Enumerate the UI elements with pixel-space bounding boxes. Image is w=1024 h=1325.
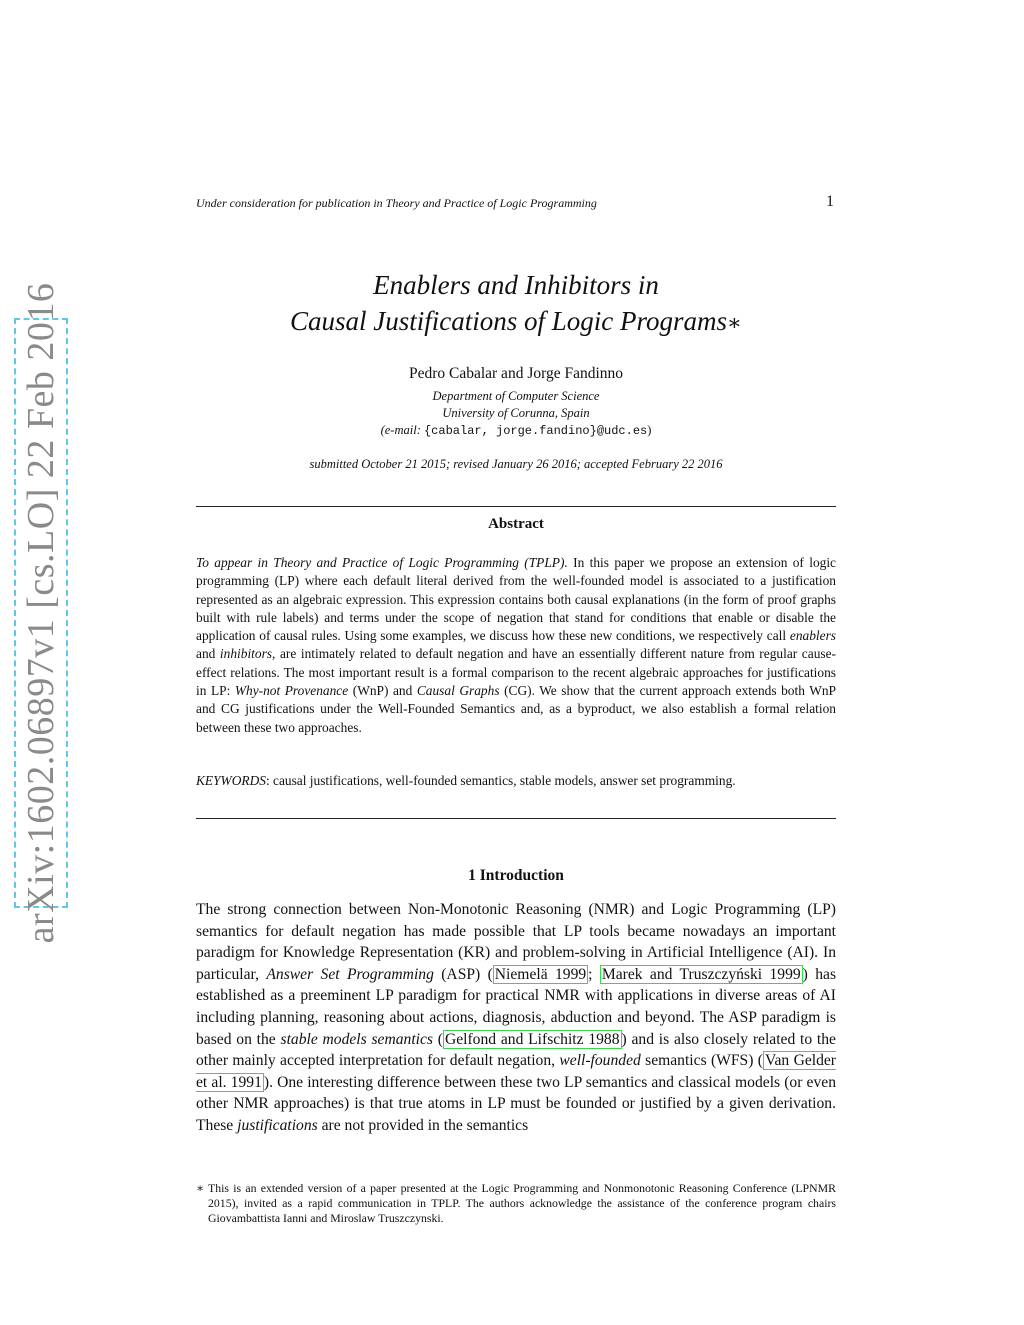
abstract-body	[196, 554, 836, 737]
term-wnp: Why-not Provenance	[234, 683, 349, 699]
abstract-bottom-rule	[196, 818, 836, 819]
footnote-mark: ∗	[196, 1181, 205, 1195]
abstract-text: In this paper we propose an extension of logic programming (LP) where each default literal derived from the well-founded model is associated to a justification represented as an algebraic expression. This expression contains both causal explanations (in the form of proof graphs built with rule labels) and terms under the scope of negation that stand for conditions that enable or disable the application of causal rules. Using some examples, we discuss how these new conditions, we respectively call	[196, 555, 836, 644]
intro-text: are not provided in the semantics	[317, 1116, 529, 1134]
intro-text: (ASP) (	[433, 965, 493, 983]
submission-dates: submitted October 21 2015; revised January 26 2016; accepted February 22 2016	[309, 457, 723, 471]
keywords-label: KEYWORDS	[196, 773, 266, 788]
term-asp: Answer Set Programming	[266, 965, 434, 983]
abstract-text: and	[196, 646, 220, 662]
abstract-text: , are intimately related to default negation and have an essentially different nature from regular cause-effect relations. The most important result is a formal comparison to the recent algebraic approaches for justifications in LP:	[196, 646, 837, 699]
term-well-founded: well-founded	[559, 1052, 641, 1070]
author-email	[196, 423, 836, 438]
abstract-text: (WnP) and	[348, 683, 417, 699]
intro-text: semantics (WFS) (	[640, 1052, 763, 1070]
running-head: Under consideration for publication in Theory and Practice of Logic Programming	[196, 196, 597, 210]
term-inhibitors: inhibitors	[219, 646, 273, 662]
term-enablers: enablers	[789, 628, 836, 644]
affiliation-department: Department of Computer Science	[432, 389, 600, 403]
citation-link-marek-truszczynski-1999[interactable]: Marek and Truszczyński 1999	[601, 965, 801, 983]
intro-text: ;	[588, 965, 600, 983]
abstract-text: (CG). We show that the current approach extends both WnP and CG justifications under the Well-Founded Semantics and, as a byproduct, we also establish a formal relation between these two approaches.	[196, 683, 836, 735]
title-footnote-mark[interactable]: ∗	[727, 310, 742, 335]
citation-link-niemela-1999[interactable]: Niemelä 1999	[494, 965, 587, 983]
abstract-top-rule	[196, 506, 836, 507]
term-justifications: justifications	[237, 1116, 318, 1134]
introduction-paragraph	[196, 899, 836, 1137]
intro-text: ). One interesting difference between these two LP semantics and classical models (or even other NMR approaches) is that true atoms in LP must be founded or justified by a given derivation. These	[196, 1073, 836, 1134]
email-address[interactable]: {cabalar, jorge.fandino}@udc.es	[423, 424, 648, 438]
term-stable-models: stable models semantics	[280, 1030, 433, 1048]
citation-link-gelfond-lifschitz-1988[interactable]: Gelfond and Lifschitz 1988	[444, 1030, 620, 1048]
keywords-text: : causal justifications, well-founded semantics, stable models, answer set programming.	[265, 773, 736, 788]
footnote-text: This is an extended version of a paper presented at the Logic Programming and Nonmonotonic Reasoning Conference (LPNMR 2015), invited as a rapid communication in TPLP. The authors acknowledge the assistance of the conference program chairs Giovambattista Ianni and Miroslaw Truszczynski.	[208, 1181, 836, 1225]
affiliation-university: University of Corunna, Spain	[442, 406, 590, 420]
intro-text: ) has established as a preeminent LP paradigm for practical NMR with applications in diverse areas of AI including planning, reasoning about actions, diagnosis, abduction and beyond. The ASP paradigm is based on the	[196, 965, 837, 1048]
intro-text: The strong connection between Non-Monotonic Reasoning (NMR) and Logic Programming (LP) semantics for default negation has made possible that LP tools became nowadays an important paradigm for Knowledge Representation (KR) and problem-solving in Artificial Intelligence (AI). In particular,	[196, 901, 836, 983]
arxiv-identifier[interactable]: arXiv:1602.06897v1 [cs.LO] 22 Feb 2016	[20, 282, 62, 944]
abstract-venue: To appear in Theory and Practice of Logic Programming (TPLP).	[196, 555, 568, 570]
page-number: 1	[826, 193, 834, 210]
email-prefix: (e-mail:	[380, 423, 424, 437]
term-cg: Causal Graphs	[416, 683, 500, 699]
intro-text: (	[432, 1030, 443, 1048]
section-heading-introduction: 1 Introduction	[468, 867, 564, 884]
paper-title-line-2	[196, 306, 836, 337]
intro-text: ) and is also closely related to the other mainly accepted interpretation for default negation,	[196, 1030, 836, 1070]
abstract-heading: Abstract	[488, 516, 544, 532]
authors: Pedro Cabalar and Jorge Fandinno	[408, 365, 624, 382]
email-suffix: )	[647, 423, 652, 437]
paper-title-text: Causal Justifications of Logic Programs	[290, 306, 728, 336]
citation-link-van-gelder-1991[interactable]: Van Gelder et al. 1991	[196, 1052, 836, 1091]
keywords	[196, 772, 836, 790]
footnote	[196, 1181, 836, 1226]
paper-title-line-1: Enablers and Inhibitors in	[373, 270, 659, 300]
